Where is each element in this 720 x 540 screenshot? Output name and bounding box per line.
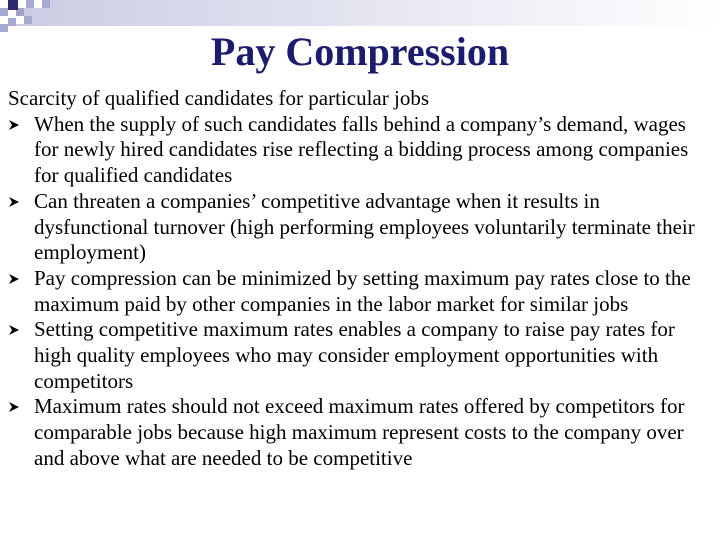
arrow-bullet-icon	[8, 273, 20, 285]
slide-body	[8, 86, 713, 472]
bullet-text: Maximum rates should not exceed maximum rates offered by competitors for comparable jobs because high maximum represent costs to the company over and above what are needed to be competitive	[34, 394, 685, 470]
bullet-item	[8, 266, 713, 317]
bullet-text: Pay compression can be minimized by setting maximum pay rates close to the maximum paid by other companies in the labor market for similar jobs	[34, 265, 691, 316]
arrow-bullet-icon	[8, 401, 20, 413]
slide-title: Pay Compression	[210, 29, 510, 74]
bullet-item	[8, 189, 713, 266]
bullet-text: Can threaten a companies’ competitive advantage when it results in dysfunctional turnover (high performing employees voluntarily terminate their employment)	[34, 188, 695, 265]
bullet-item	[8, 317, 713, 394]
arrow-bullet-icon	[8, 119, 20, 131]
bullet-list	[8, 112, 713, 472]
arrow-bullet-icon	[8, 324, 20, 336]
arrow-bullet-icon	[8, 196, 20, 208]
bullet-item	[8, 112, 713, 189]
bullet-text: Setting competitive maximum rates enables a company to raise pay rates for high quality employees who may consider employment opportunities with competitors	[34, 317, 675, 393]
bullet-text: When the supply of such candidates falls behind a company’s demand, wages for newly hired candidates rise reflecting a bidding process among companies for qualified candidates	[34, 111, 689, 188]
intro-text: Scarcity of qualified candidates for particular jobs	[8, 86, 430, 110]
bullet-item	[8, 394, 713, 471]
